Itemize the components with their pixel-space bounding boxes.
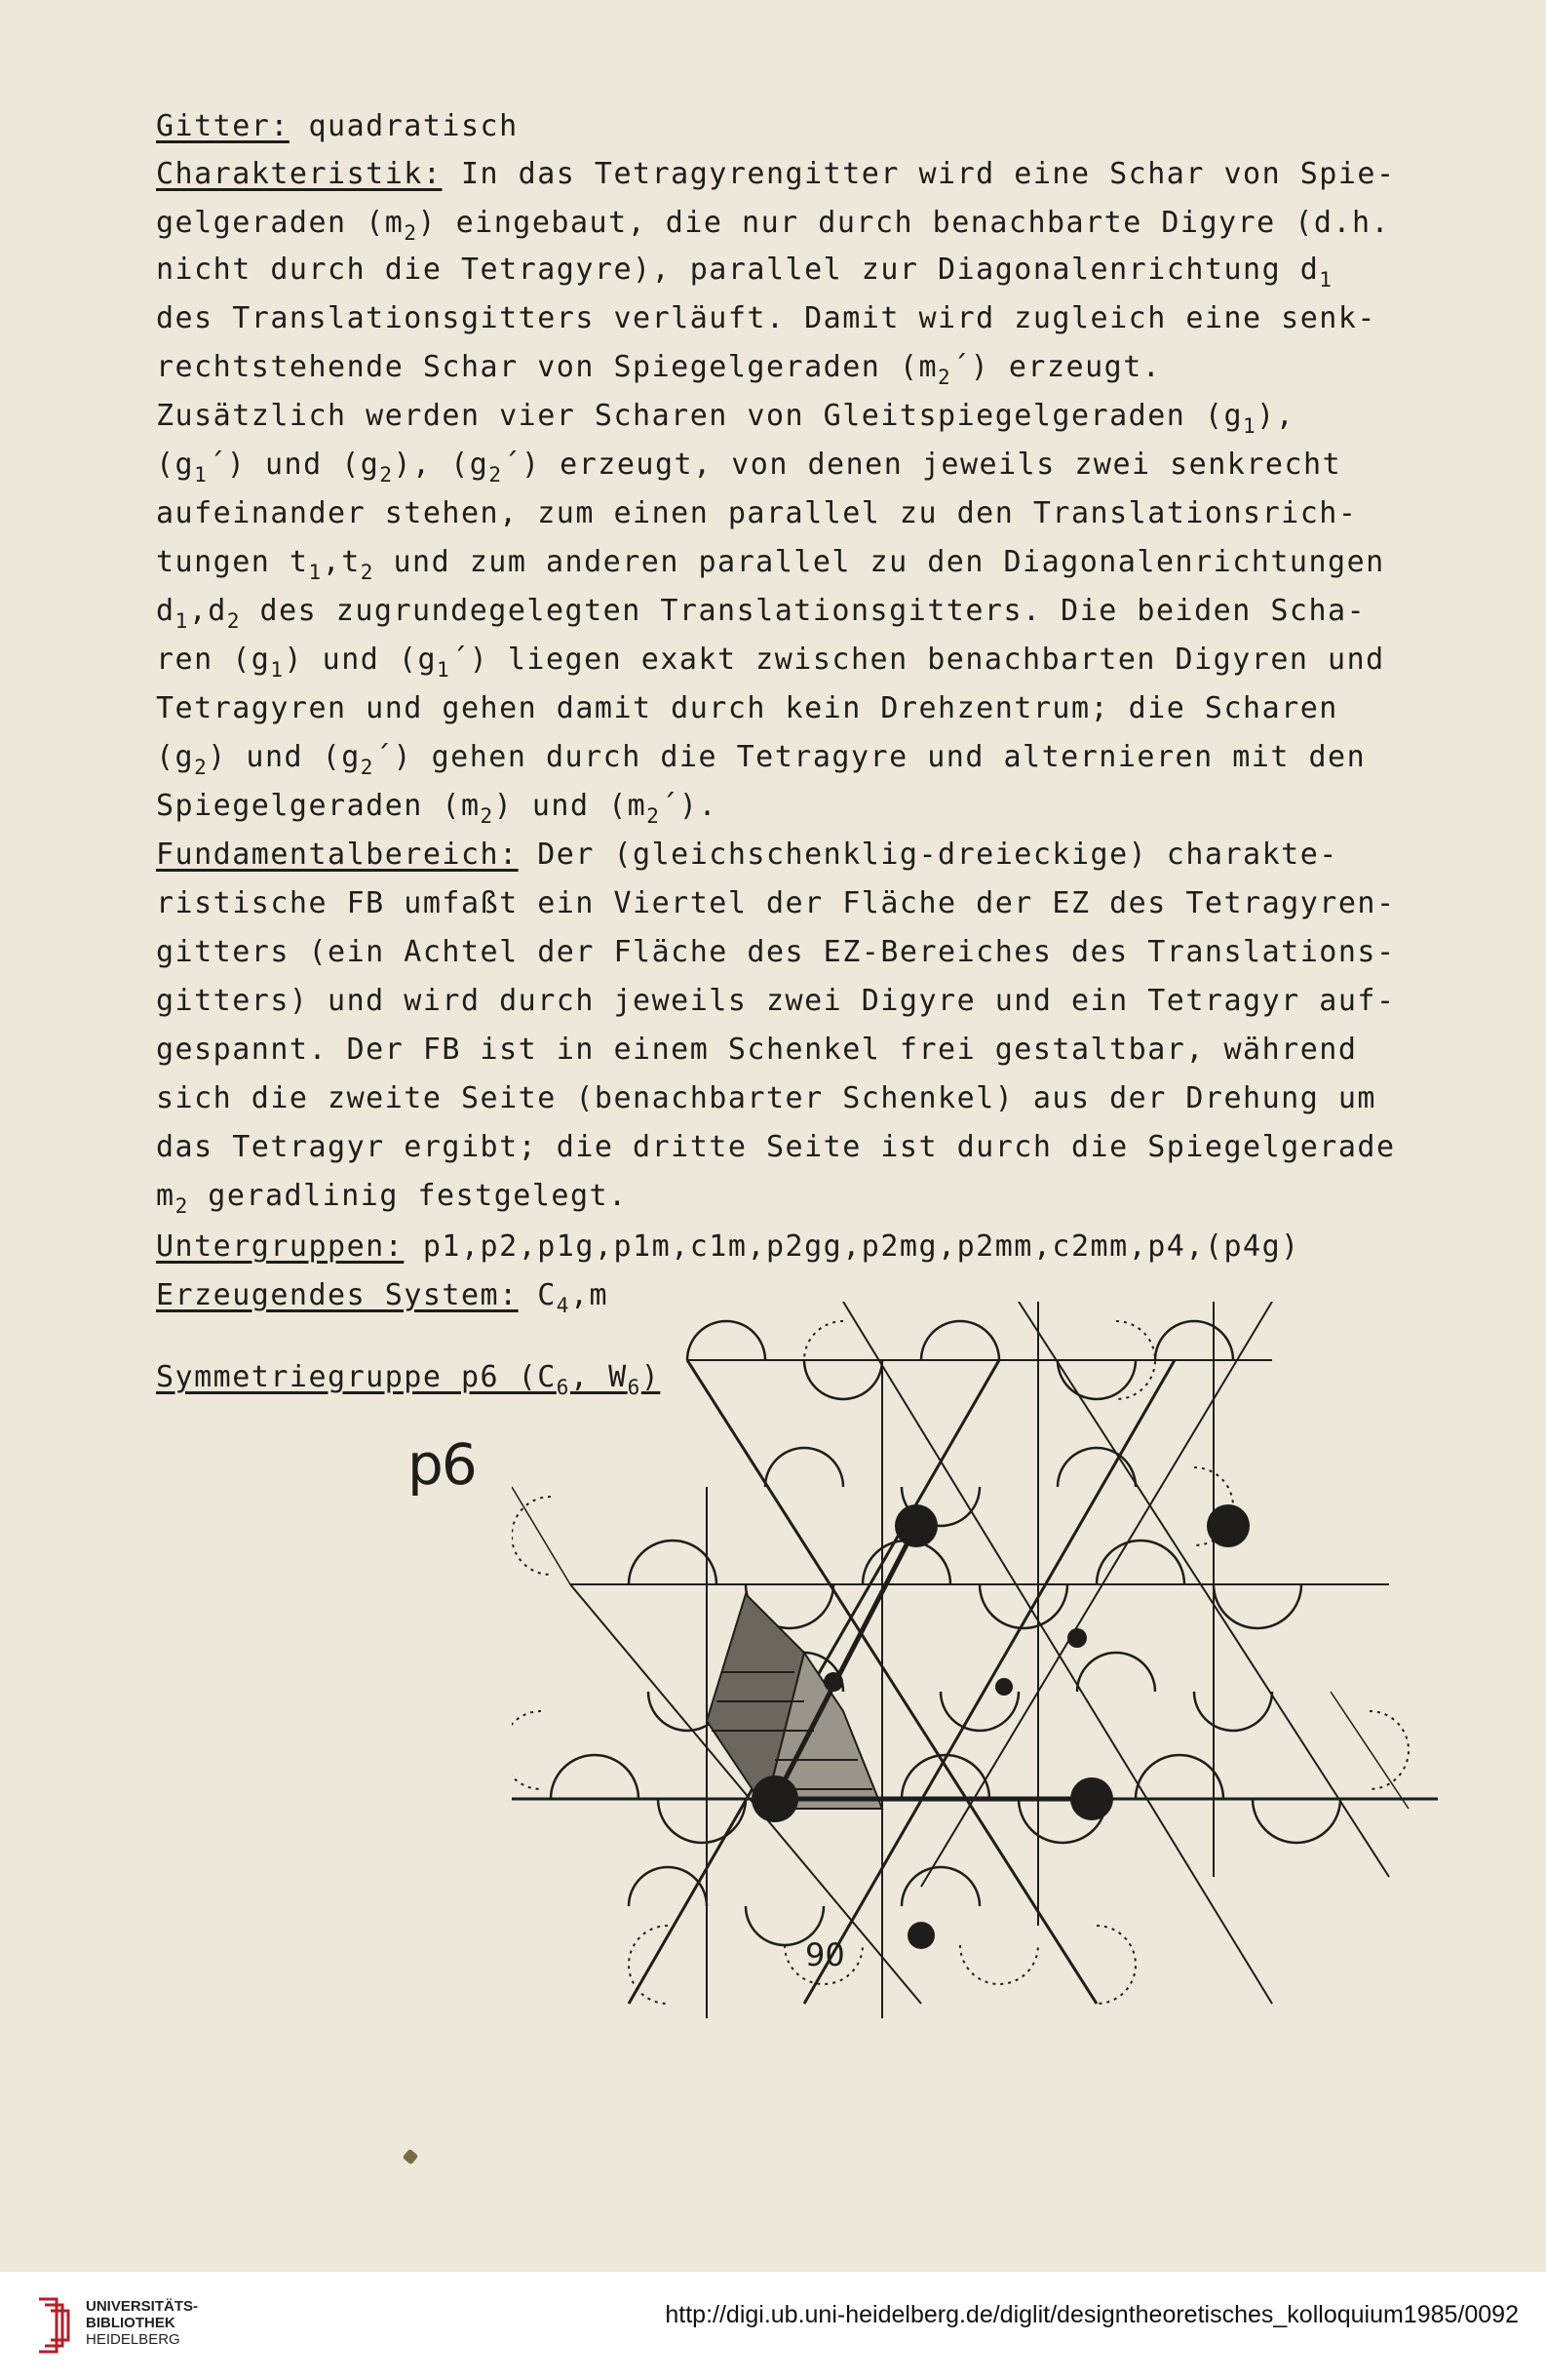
fundamental-region-line-5: gespannt. Der FB ist in einem Schenkel frei gestaltbar, während: [156, 1033, 1358, 1067]
characteristic-line-9: tungen $t_1,t_2$ und zum anderen parallel zu den Diagonalenrichtungen: [156, 545, 1385, 584]
fundamental-region-line-7: das Tetragyr ergibt; die dritte Seite ist durch die Spiegelgerade: [156, 1130, 1396, 1164]
lattice-lines: [512, 1302, 1438, 2018]
fundamental-region-line-6: sich die zweite Seite (benachbarter Schenkel) aus der Drehung um: [156, 1081, 1376, 1115]
fundamental-region-line-3: gitters (ein Achtel der Fläche des EZ-Bereiches des Translations-: [156, 935, 1396, 969]
dotted-motifs: [512, 1321, 1409, 2004]
characteristic-line-7: $(g_1´)$ und $(g_2)$, $(g_2´)$ erzeugt, von denen jeweils zwei senkrecht: [156, 448, 1342, 487]
characteristic-line-11: ren $(g_1)$ und $(g_1´)$ liegen exakt zwischen benachbarten Digyren und: [156, 643, 1385, 682]
characteristic-line-14: Spiegelgeraden $(m_2)$ und $(m_2´)$.: [156, 789, 718, 828]
page-number: 90: [805, 1936, 845, 1973]
characteristic-line-8: aufeinander stehen, zum einen parallel zu den Translationsrich-: [156, 496, 1358, 530]
characteristic-line-1: Charakteristik: In das Tetragyrengitter wird eine Schar von Spie-: [156, 157, 1396, 191]
p6-pattern-figure: [512, 1302, 1438, 2018]
grid-type-line: Gitter: quadratisch: [156, 109, 519, 143]
figure-label: p6: [407, 1431, 476, 1498]
source-url-link[interactable]: http://digi.ub.uni-heidelberg.de/diglit/designtheoretisches_kolloquium1985/0092: [665, 2301, 1519, 2328]
fundamental-region-line-1: Fundamentalbereich: Der (gleichschenklig-dreieckige) charakte-: [156, 838, 1338, 872]
subgroups-line: Untergruppen: p1,p2,p1g,p1m,c1m,p2gg,p2mg,p2mm,c2mm,p4,(p4g): [156, 1229, 1300, 1264]
characteristic-line-10: $d_1,d_2$ des zugrundegelegten Translationsgitters. Die beiden Scha-: [156, 594, 1367, 633]
symmetry-group-heading: Symmetriegruppe p6 ($C_6$, $W_6$): [156, 1360, 661, 1399]
characteristic-line-12: Tetragyren und gehen damit durch kein Drehzentrum; die Scharen: [156, 691, 1338, 725]
fundamental-region-line-8: $m_2$ geradlinig festgelegt.: [156, 1179, 628, 1218]
characteristic-line-5: rechtstehende Schar von Spiegelgeraden $(m_2´)$ erzeugt.: [156, 350, 1162, 389]
characteristic-line-13: $(g_2)$ und $(g_2´)$ gehen durch die Tetragyre und alternieren mit den: [156, 740, 1367, 779]
institution-name: UNIVERSITÄTS- BIBLIOTHEK HEIDELBERG: [86, 2298, 199, 2348]
characteristic-line-6: Zusätzlich werden vier Scharen von Gleitspiegelgeraden $(g_1)$,: [156, 399, 1295, 438]
semicircle-motifs: [551, 1321, 1340, 1945]
fundamental-region-line-4: gitters) und wird durch jeweils zwei Digyre und ein Tetragyr auf-: [156, 984, 1396, 1018]
characteristic-line-4: des Translationsgitters verläuft. Damit wird zugleich eine senk-: [156, 301, 1376, 335]
generating-system-line: Erzeugendes System: $C_4,m$: [156, 1278, 609, 1317]
library-logo-icon: [29, 2291, 84, 2360]
characteristic-line-3: nicht durch die Tetragyre), parallel zur Diagonalenrichtung $d_1$: [156, 253, 1333, 292]
fundamental-region-line-2: ristische FB umfaßt ein Viertel der Fläche der EZ des Tetragyren-: [156, 886, 1396, 920]
characteristic-line-2: gelgeraden $(m_2)$ eingebaut, die nur durch benachbarte Digyre (d.h.: [156, 206, 1391, 245]
